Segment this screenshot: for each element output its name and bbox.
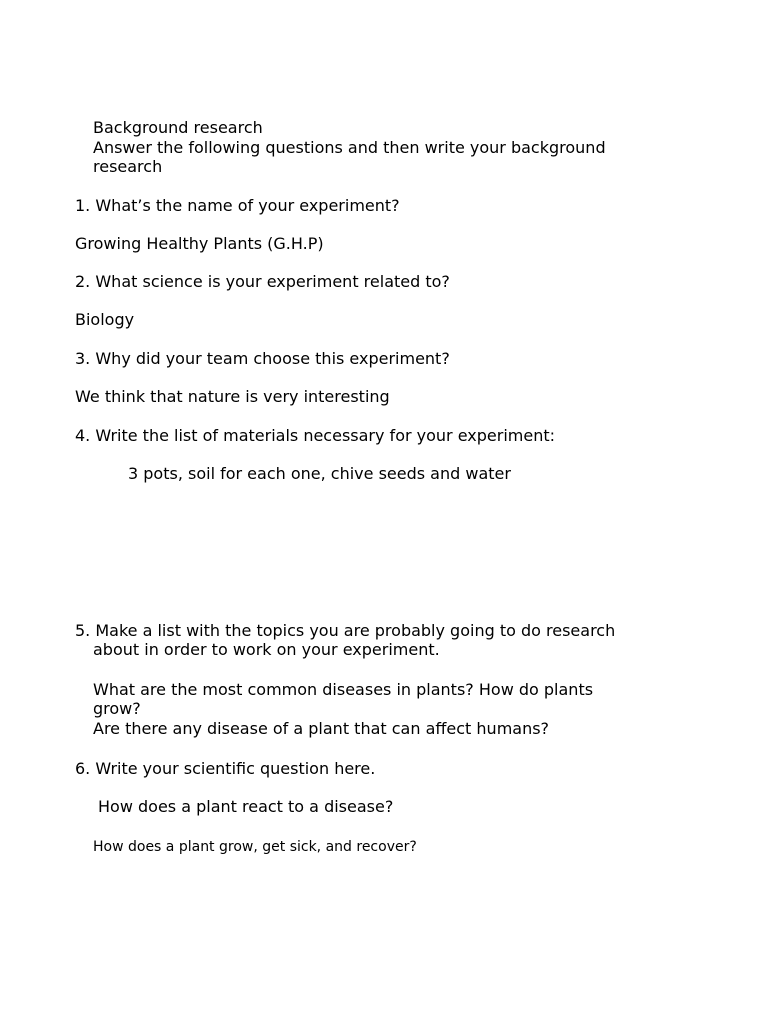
answer-4: 3 pots, soil for each one, chive seeds and water bbox=[128, 464, 511, 483]
question-5-line-1: 5. Make a list with the topics you are probably going to do research bbox=[75, 621, 616, 640]
answer-6-note: How does a plant grow, get sick, and recover? bbox=[93, 839, 417, 855]
answer-1: Growing Healthy Plants (G.H.P) bbox=[75, 234, 324, 253]
instruction-line-2: research bbox=[93, 157, 163, 176]
question-4: 4. Write the list of materials necessary for your experiment: bbox=[75, 426, 555, 445]
question-5-line-2: about in order to work on your experiment. bbox=[93, 640, 440, 659]
answer-2: Biology bbox=[75, 310, 135, 329]
question-2: 2. What science is your experiment related to? bbox=[75, 272, 450, 291]
answer-5-line-2: grow? bbox=[93, 699, 141, 718]
question-1: 1. What’s the name of your experiment? bbox=[75, 196, 400, 215]
instruction-line-1: Answer the following questions and then write your background bbox=[93, 138, 606, 157]
answer-5-line-3: Are there any disease of a plant that can affect humans? bbox=[93, 719, 550, 738]
question-3: 3. Why did your team choose this experiment? bbox=[75, 349, 450, 368]
section-title: Background research bbox=[93, 118, 263, 137]
answer-3: We think that nature is very interesting bbox=[75, 387, 390, 406]
question-6: 6. Write your scientific question here. bbox=[75, 759, 376, 778]
answer-5-line-1: What are the most common diseases in plants? How do plants bbox=[93, 680, 594, 699]
answer-6: How does a plant react to a disease? bbox=[98, 797, 394, 816]
